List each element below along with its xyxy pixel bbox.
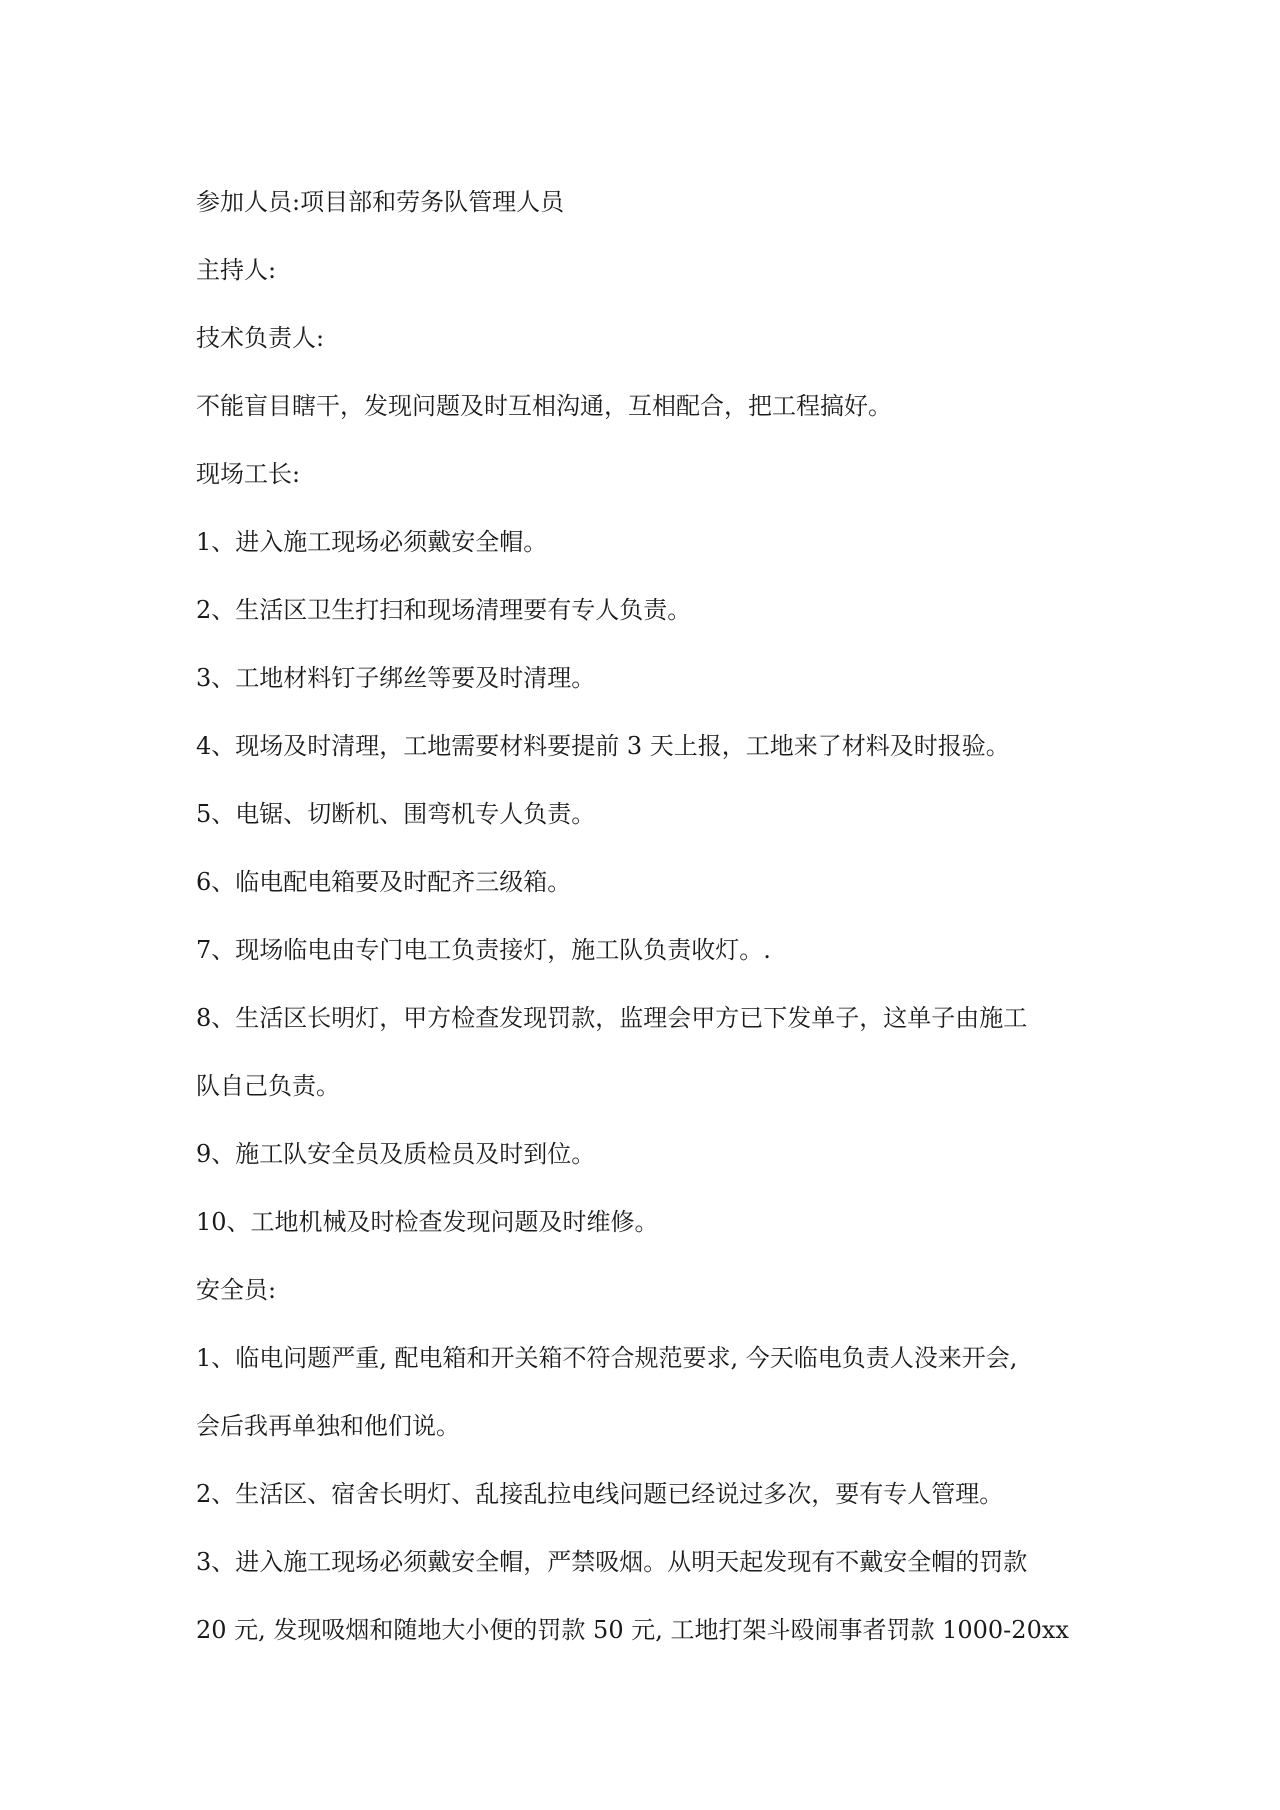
text-line: 3、进入施工现场必须戴安全帽，严禁吸烟。从明天起发现有不戴安全帽的罚款 [196,1548,1028,1576]
text-line: 队自己负责。 [196,1072,340,1100]
text-line: 20 元, 发现吸烟和随地大小便的罚款 50 元, 工地打架斗殴闹事者罚款 1000-20xx [196,1616,1069,1644]
text-line: 不能盲目瞎干，发现问题及时互相沟通，互相配合，把工程搞好。 [196,392,892,420]
text-line: 会后我再单独和他们说。 [196,1412,460,1440]
text-line: 2、生活区卫生打扫和现场清理要有专人负责。 [196,596,692,624]
text-line: 3、工地材料钉子绑丝等要及时清理。 [196,664,596,692]
text-line: 现场工长: [196,460,301,488]
text-line: 主持人: [196,256,277,284]
text-line: 4、现场及时清理，工地需要材料要提前 3 天上报，工地来了材料及时报验。 [196,732,1010,760]
document-body [196,168,1096,1664]
text-line: 参加人员:项目部和劳务队管理人员 [196,188,565,216]
text-line: 9、施工队安全员及质检员及时到位。 [196,1140,596,1168]
text-line: 1、进入施工现场必须戴安全帽。 [196,528,548,556]
text-line: 1、临电问题严重, 配电箱和开关箱不符合规范要求, 今天临电负责人没来开会, [196,1344,1018,1372]
text-line: 8、生活区长明灯，甲方检查发现罚款，监理会甲方已下发单子，这单子由施工 [196,1004,1028,1032]
text-line: 10、工地机械及时检查发现问题及时维修。 [196,1208,659,1236]
text-line: 2、生活区、宿舍长明灯、乱接乱拉电线问题已经说过多次，要有专人管理。 [196,1480,1004,1508]
text-line: 5、电锯、切断机、围弯机专人负责。 [196,800,596,828]
text-line: 技术负责人: [196,324,325,352]
text-line: 7、现场临电由专门电工负责接灯，施工队负责收灯。. [196,936,771,964]
text-line: 6、临电配电箱要及时配齐三级箱。 [196,868,572,896]
text-line: 安全员: [196,1276,277,1304]
